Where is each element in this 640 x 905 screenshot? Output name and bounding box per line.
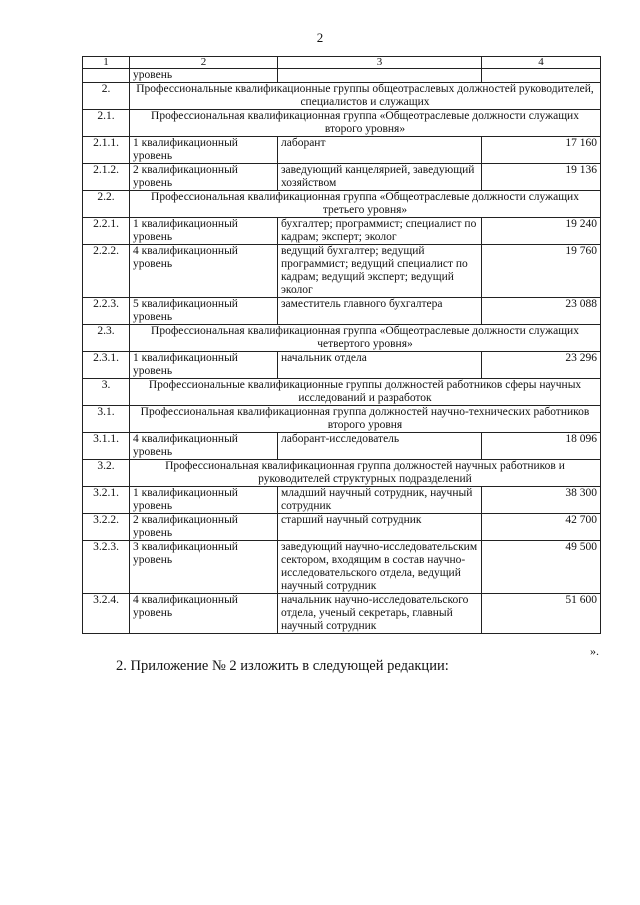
group-row — [83, 191, 601, 218]
group-title: Профессиональные квалификационные группы должностей работников сферы научных исследований и разработок — [130, 379, 601, 406]
continuation-row — [83, 69, 601, 83]
salary-value: 42 700 — [482, 514, 601, 541]
salary-value: 38 300 — [482, 487, 601, 514]
position-title: заведующий научно-исследовательским сектором, входящим в состав научно-исследовательского отдела, ведущий научный сотрудник — [278, 541, 482, 594]
table-row — [83, 245, 601, 298]
row-number: 2.3.1. — [83, 352, 130, 379]
row-number: 3.2.2. — [83, 514, 130, 541]
continuation-num-cell — [83, 69, 130, 83]
row-number: 2. — [83, 83, 130, 110]
qualification-level: 2 квалификационный уровень — [130, 164, 278, 191]
row-number: 3.2.4. — [83, 594, 130, 634]
position-title: начальник научно-исследовательского отдела, ученый секретарь, главный научный сотрудник — [278, 594, 482, 634]
salary-table — [82, 56, 601, 634]
salary-value: 17 160 — [482, 137, 601, 164]
position-title: заведующий канцелярией, заведующий хозяйством — [278, 164, 482, 191]
table-row — [83, 137, 601, 164]
row-number: 2.2. — [83, 191, 130, 218]
table-row — [83, 594, 601, 634]
salary-value: 19 760 — [482, 245, 601, 298]
group-title: Профессиональная квалификационная группа «Общеотраслевые должности служащих третьего уровня» — [130, 191, 601, 218]
qualification-level: 1 квалификационный уровень — [130, 487, 278, 514]
row-number: 2.1.1. — [83, 137, 130, 164]
table-row — [83, 541, 601, 594]
qualification-level: 4 квалификационный уровень — [130, 245, 278, 298]
row-number: 2.2.2. — [83, 245, 130, 298]
group-title: Профессиональные квалификационные группы общеотраслевых должностей руководителей, специалистов и служащих — [130, 83, 601, 110]
group-title: Профессиональная квалификационная группа должностей научных работников и руководителей структурных подразделений — [130, 460, 601, 487]
qualification-level: 1 квалификационный уровень — [130, 137, 278, 164]
group-title: Профессиональная квалификационная группа «Общеотраслевые должности служащих четвертого уровня» — [130, 325, 601, 352]
instruction-text: 2. Приложение № 2 изложить в следующей редакции: — [116, 658, 449, 674]
position-title: лаборант — [278, 137, 482, 164]
table-row — [83, 298, 601, 325]
salary-value: 51 600 — [482, 594, 601, 634]
table-row — [83, 218, 601, 245]
row-number: 2.1. — [83, 110, 130, 137]
position-title: бухгалтер; программист; специалист по кадрам; эксперт; эколог — [278, 218, 482, 245]
group-title: Профессиональная квалификационная группа должностей научно-технических работников второго уровня — [130, 406, 601, 433]
position-title: лаборант-исследователь — [278, 433, 482, 460]
row-number: 2.1.2. — [83, 164, 130, 191]
salary-table-body — [83, 57, 601, 634]
qualification-level: 4 квалификационный уровень — [130, 433, 278, 460]
salary-value: 23 296 — [482, 352, 601, 379]
salary-value: 49 500 — [482, 541, 601, 594]
qualification-level: 3 квалификационный уровень — [130, 541, 278, 594]
table-row — [83, 433, 601, 460]
group-row — [83, 325, 601, 352]
header-col-4: 4 — [482, 57, 601, 69]
position-title: старший научный сотрудник — [278, 514, 482, 541]
qualification-level: 2 квалификационный уровень — [130, 514, 278, 541]
table-row — [83, 487, 601, 514]
row-number: 3.2.1. — [83, 487, 130, 514]
salary-value: 23 088 — [482, 298, 601, 325]
closing-quote: ». — [590, 644, 599, 658]
qualification-level: 4 квалификационный уровень — [130, 594, 278, 634]
position-title: начальник отдела — [278, 352, 482, 379]
row-number: 3.2.3. — [83, 541, 130, 594]
salary-value: 19 240 — [482, 218, 601, 245]
group-row — [83, 406, 601, 433]
header-col-1: 1 — [83, 57, 130, 69]
qualification-level: 1 квалификационный уровень — [130, 218, 278, 245]
row-number: 3.1.1. — [83, 433, 130, 460]
group-row — [83, 110, 601, 137]
table-row — [83, 514, 601, 541]
row-number: 3.2. — [83, 460, 130, 487]
header-col-2: 2 — [130, 57, 278, 69]
salary-value: 19 136 — [482, 164, 601, 191]
continuation-position-cell — [278, 69, 482, 83]
qualification-level: 1 квалификационный уровень — [130, 352, 278, 379]
position-title: заместитель главного бухгалтера — [278, 298, 482, 325]
row-number: 3.1. — [83, 406, 130, 433]
group-title: Профессиональная квалификационная группа «Общеотраслевые должности служащих второго уровня» — [130, 110, 601, 137]
continuation-level-cell: уровень — [130, 69, 278, 83]
row-number: 2.2.3. — [83, 298, 130, 325]
table-header-row — [83, 57, 601, 69]
table-row — [83, 164, 601, 191]
group-row — [83, 379, 601, 406]
position-title: младший научный сотрудник, научный сотрудник — [278, 487, 482, 514]
page-number: 2 — [316, 30, 324, 45]
position-title: ведущий бухгалтер; ведущий программист; ведущий специалист по кадрам; ведущий эксперт; ведущий эколог — [278, 245, 482, 298]
qualification-level: 5 квалификационный уровень — [130, 298, 278, 325]
row-number: 2.2.1. — [83, 218, 130, 245]
continuation-salary-cell — [482, 69, 601, 83]
salary-value: 18 096 — [482, 433, 601, 460]
group-row — [83, 460, 601, 487]
row-number: 2.3. — [83, 325, 130, 352]
header-col-3: 3 — [278, 57, 482, 69]
row-number: 3. — [83, 379, 130, 406]
table-row — [83, 352, 601, 379]
group-row — [83, 83, 601, 110]
